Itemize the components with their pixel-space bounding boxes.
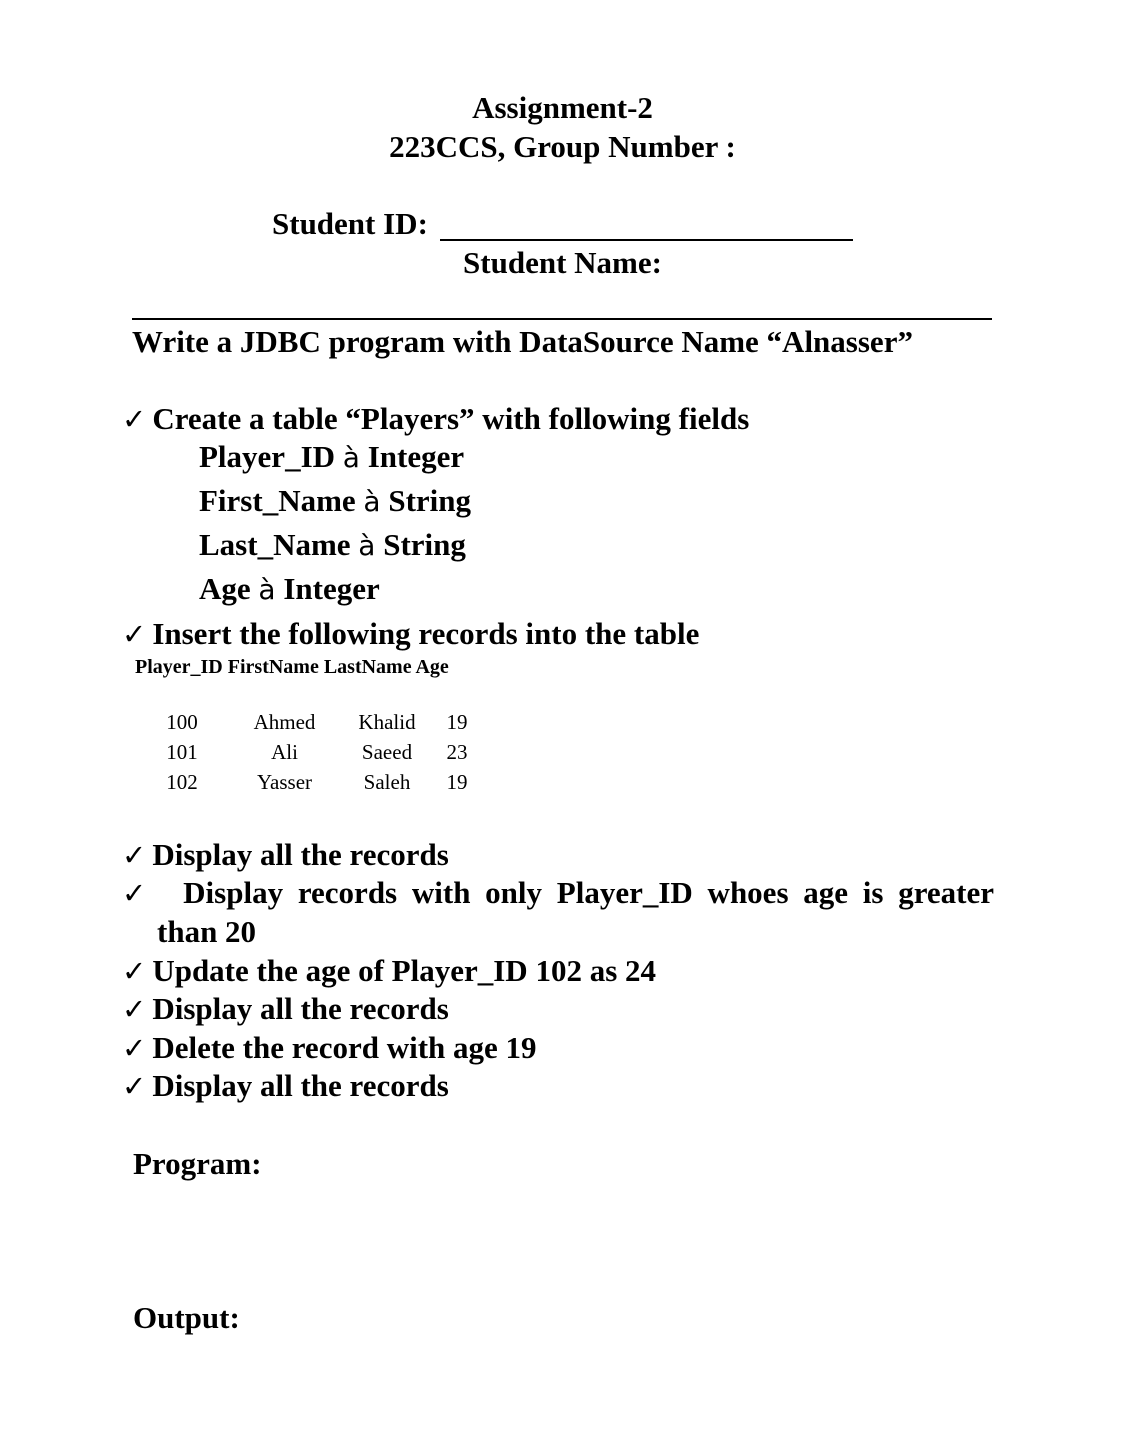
task-filter-age-continued: than 20 (157, 914, 257, 949)
course-group-line: 223CCS, Group Number : (389, 129, 736, 164)
field-type: String (388, 483, 472, 518)
task-filter-age (122, 874, 994, 912)
records-table-header: Player_ID FirstName LastName Age (135, 656, 449, 678)
task-update-age (122, 952, 656, 990)
cell-player-id: 102 (166, 769, 198, 794)
intro-line: Write a JDBC program with DataSource Name “Alnasser” (132, 324, 913, 359)
cell-last-name: Khalid (358, 709, 416, 734)
check-icon: ✓ (122, 992, 147, 1026)
task-text: Display all the records (152, 837, 449, 872)
output-label: Output: (133, 1300, 240, 1335)
field-type: Integer (283, 571, 380, 606)
field-item (199, 526, 466, 565)
task-text: Insert the following records into the table (152, 616, 700, 651)
cell-age: 19 (446, 709, 468, 734)
cell-age: 19 (446, 769, 468, 794)
arrow-glyph: à (358, 529, 376, 562)
student-id-field-line (440, 239, 853, 241)
check-icon: ✓ (122, 1069, 147, 1103)
records-table (152, 707, 497, 797)
task-text: Display records with only Player_ID whoes age is greater (183, 875, 994, 910)
table-row (152, 737, 497, 767)
field-type: Integer (367, 439, 465, 474)
check-icon: ✓ (122, 954, 147, 988)
task-create-table (122, 400, 749, 438)
arrow-glyph: à (342, 441, 360, 474)
field-item (199, 482, 471, 521)
check-icon: ✓ (122, 617, 147, 651)
assignment-title: Assignment-2 (472, 90, 653, 125)
check-icon: ✓ (122, 876, 147, 910)
task-display-1 (122, 836, 449, 874)
task-text: Delete the record with age 19 (152, 1030, 537, 1065)
field-name: Age (199, 571, 251, 606)
cell-last-name: Saleh (363, 769, 411, 794)
student-name-field-line (132, 318, 992, 320)
table-row (152, 767, 497, 797)
cell-age: 23 (446, 739, 468, 764)
cell-player-id: 100 (166, 709, 198, 734)
task-display-2 (122, 990, 449, 1028)
cell-first-name: Yasser (256, 769, 313, 794)
field-type: String (383, 527, 466, 562)
arrow-glyph: à (258, 573, 276, 606)
field-name: First_Name (199, 483, 356, 518)
check-icon: ✓ (122, 838, 147, 872)
cell-first-name: Ali (271, 739, 298, 764)
task-text: Display all the records (152, 991, 449, 1026)
task-insert-records (122, 615, 699, 653)
student-name-label: Student Name: (463, 245, 662, 280)
task-delete-record (122, 1029, 537, 1067)
field-name: Player_ID (199, 439, 336, 474)
cell-first-name: Ahmed (253, 709, 316, 734)
check-icon: ✓ (122, 402, 147, 436)
field-item (199, 570, 380, 609)
table-row (152, 707, 497, 737)
check-icon: ✓ (122, 1031, 147, 1065)
task-text: Create a table “Players” with following fields (152, 401, 750, 436)
program-label: Program: (133, 1146, 262, 1181)
task-text: Display all the records (152, 1068, 449, 1103)
cell-player-id: 101 (166, 739, 198, 764)
field-name: Last_Name (199, 527, 351, 562)
student-id-label: Student ID: (272, 206, 428, 241)
arrow-glyph: à (363, 485, 381, 518)
field-item (199, 438, 464, 477)
task-display-3 (122, 1067, 449, 1105)
cell-last-name: Saeed (361, 739, 413, 764)
task-text: Update the age of Player_ID 102 as 24 (152, 953, 657, 988)
